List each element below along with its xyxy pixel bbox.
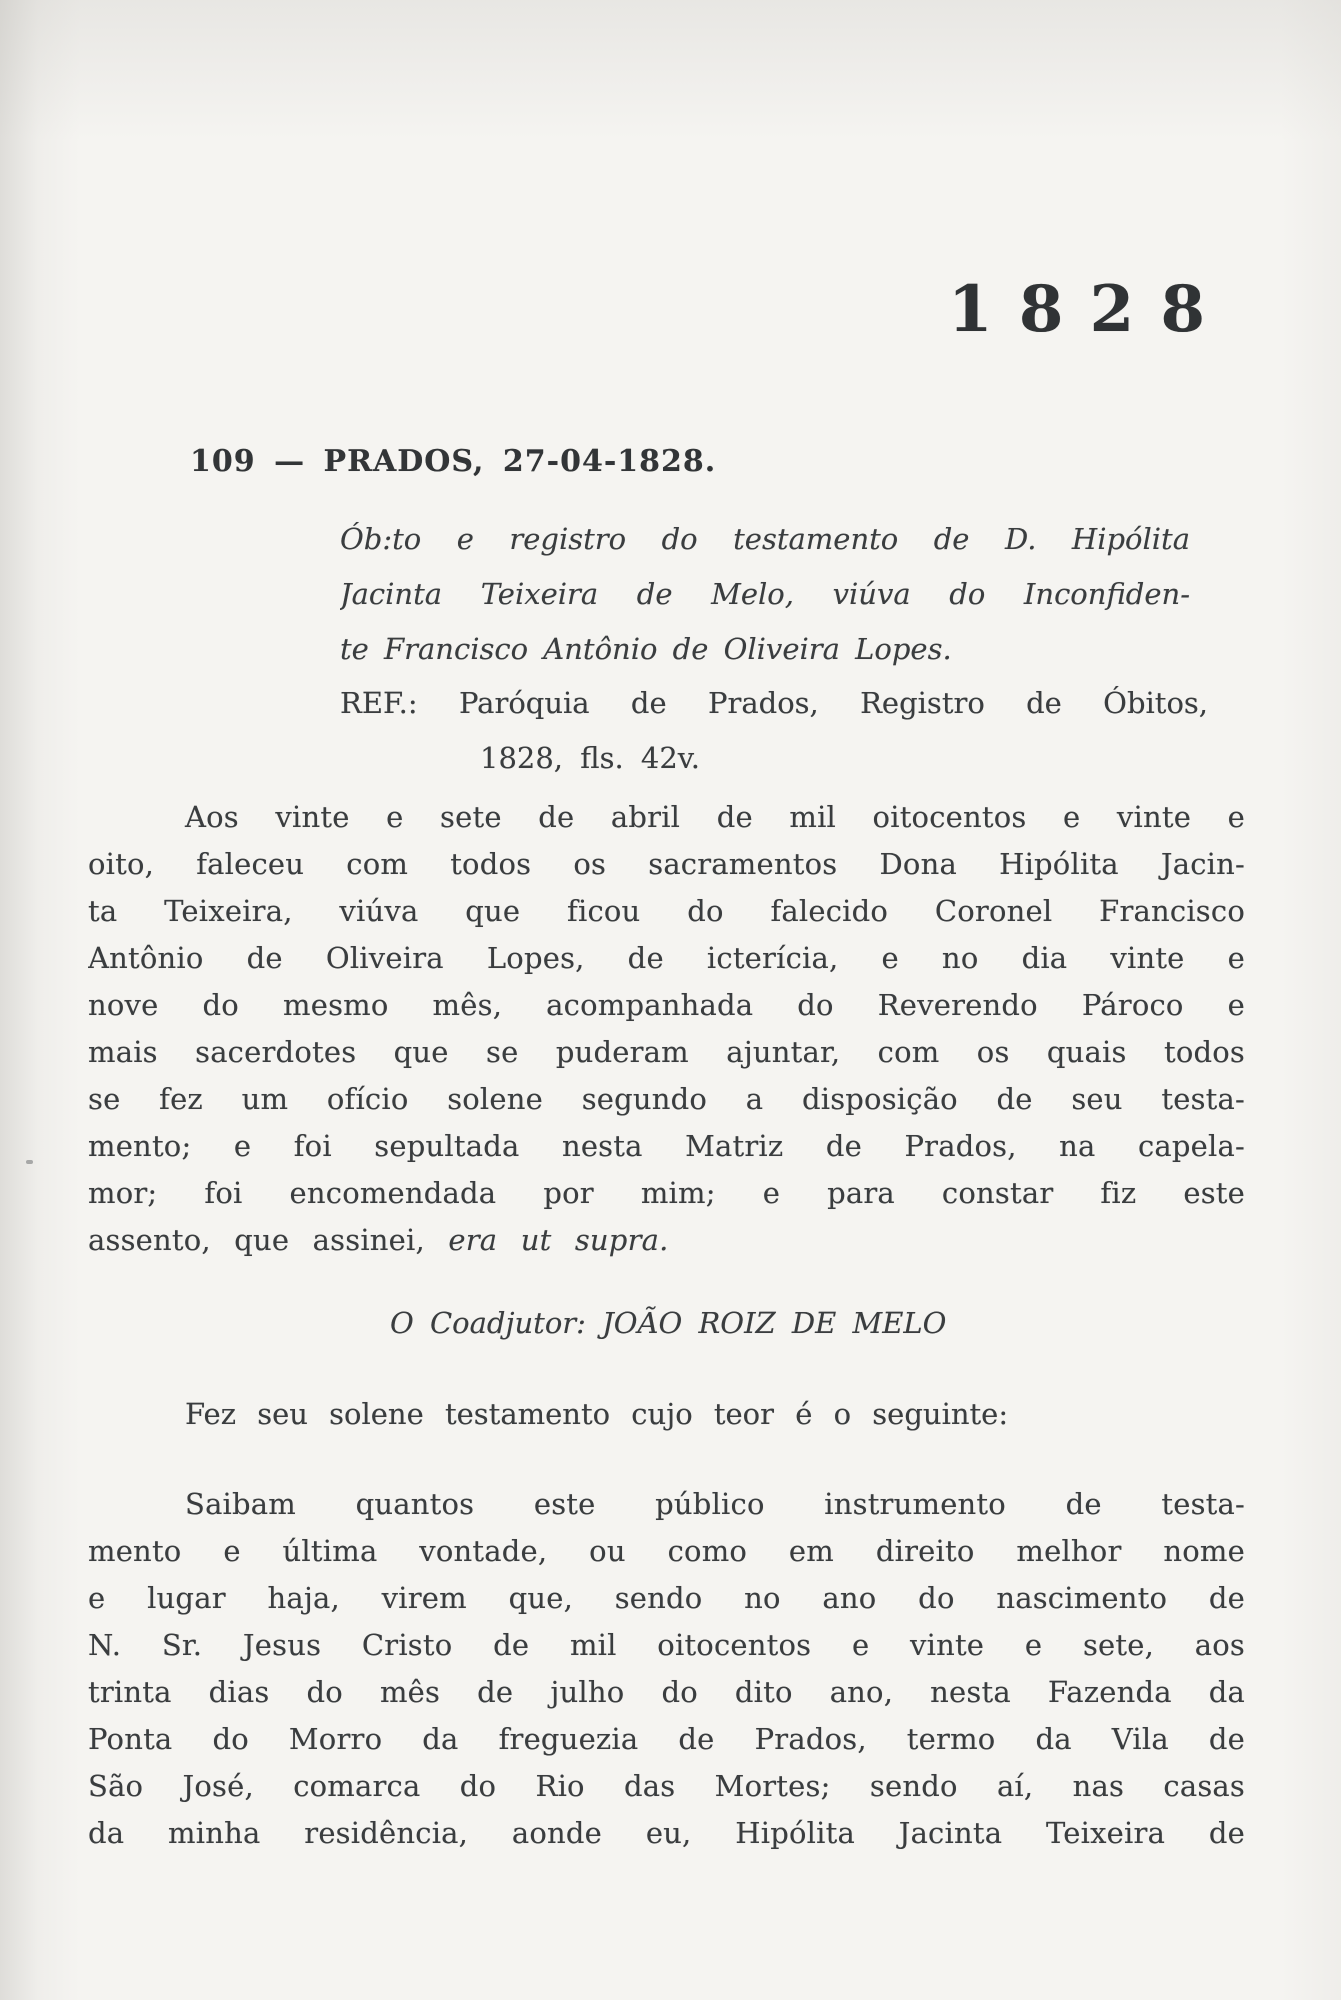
text-line: se fez um ofício solene segundo a disposição de seu testa- — [88, 1082, 1245, 1116]
year-header: 1 8 2 8 — [948, 272, 1207, 347]
text-line: mais sacerdotes que se puderam ajuntar, com os quais todos — [88, 1035, 1245, 1069]
text-line: mento; e foi sepultada nesta Matriz de Prados, na capela- — [88, 1129, 1245, 1163]
text-line: Aos vinte e sete de abril de mil oitocentos e vinte e — [185, 800, 1245, 834]
text-line — [340, 676, 1208, 731]
entry-summary — [340, 512, 1190, 677]
text-line: Saibam quantos este público instrumento de testa- — [185, 1487, 1245, 1521]
ref-label: REF.: — [340, 686, 418, 720]
paragraph-obito — [88, 794, 1245, 1264]
text-line: mor; foi encomendada por mim; e para constar fiz este — [88, 1176, 1245, 1210]
text-line: Ób:to e registro do testamento de D. Hipólita — [340, 522, 1190, 556]
text-line: mento e última vontade, ou como em direito melhor nome — [88, 1534, 1245, 1568]
text-line: N. Sr. Jesus Cristo de mil oitocentos e vinte e sete, aos — [88, 1628, 1245, 1662]
text-line — [88, 1217, 1245, 1264]
text-line: Antônio de Oliveira Lopes, de icterícia, e no dia vinte e — [88, 941, 1245, 975]
paragraph-testamento — [88, 1481, 1245, 1857]
text-line: da minha residência, aonde eu, Hipólita Jacinta Teixeira de — [88, 1816, 1245, 1850]
text-line: nove do mesmo mês, acompanhada do Reverendo Pároco e — [88, 988, 1245, 1022]
coadjutor-signature: O Coadjutor: JOÃO ROIZ DE MELO — [390, 1306, 947, 1340]
entry-heading: 109 — PRADOS, 27-04-1828. — [190, 444, 717, 479]
text-line: ta Teixeira, viúva que ficou do falecido Coronel Francisco — [88, 894, 1245, 928]
text-line: 1828, fls. 42v. — [480, 741, 700, 775]
text-line: trinta dias do mês de julho do dito ano, nesta Fazenda da — [88, 1675, 1245, 1709]
fez-line: Fez seu solene testamento cujo teor é o seguinte: — [185, 1397, 1009, 1431]
latin-phrase: era ut supra. — [448, 1223, 669, 1257]
text-line: te Francisco Antônio de Oliveira Lopes. — [340, 632, 952, 666]
text-line: São José, comarca do Rio das Mortes; sendo aí, nas casas — [88, 1769, 1245, 1803]
ref-text: Paróquia de Prados, Registro de Óbitos, — [458, 686, 1208, 720]
text-line: e lugar haja, virem que, sendo no ano do nascimento de — [88, 1581, 1245, 1615]
text-line: Ponta do Morro da freguezia de Prados, termo da Vila de — [88, 1722, 1245, 1756]
text-line: Jacinta Teixeira de Melo, viúva do Inconfiden- — [340, 577, 1190, 611]
text-line: oito, faleceu com todos os sacramentos Dona Hipólita Jacin- — [88, 847, 1245, 881]
paragraph-end-text: assento, que assinei, — [88, 1223, 449, 1257]
scan-artifact — [26, 1160, 33, 1164]
reference-block — [340, 676, 1208, 786]
